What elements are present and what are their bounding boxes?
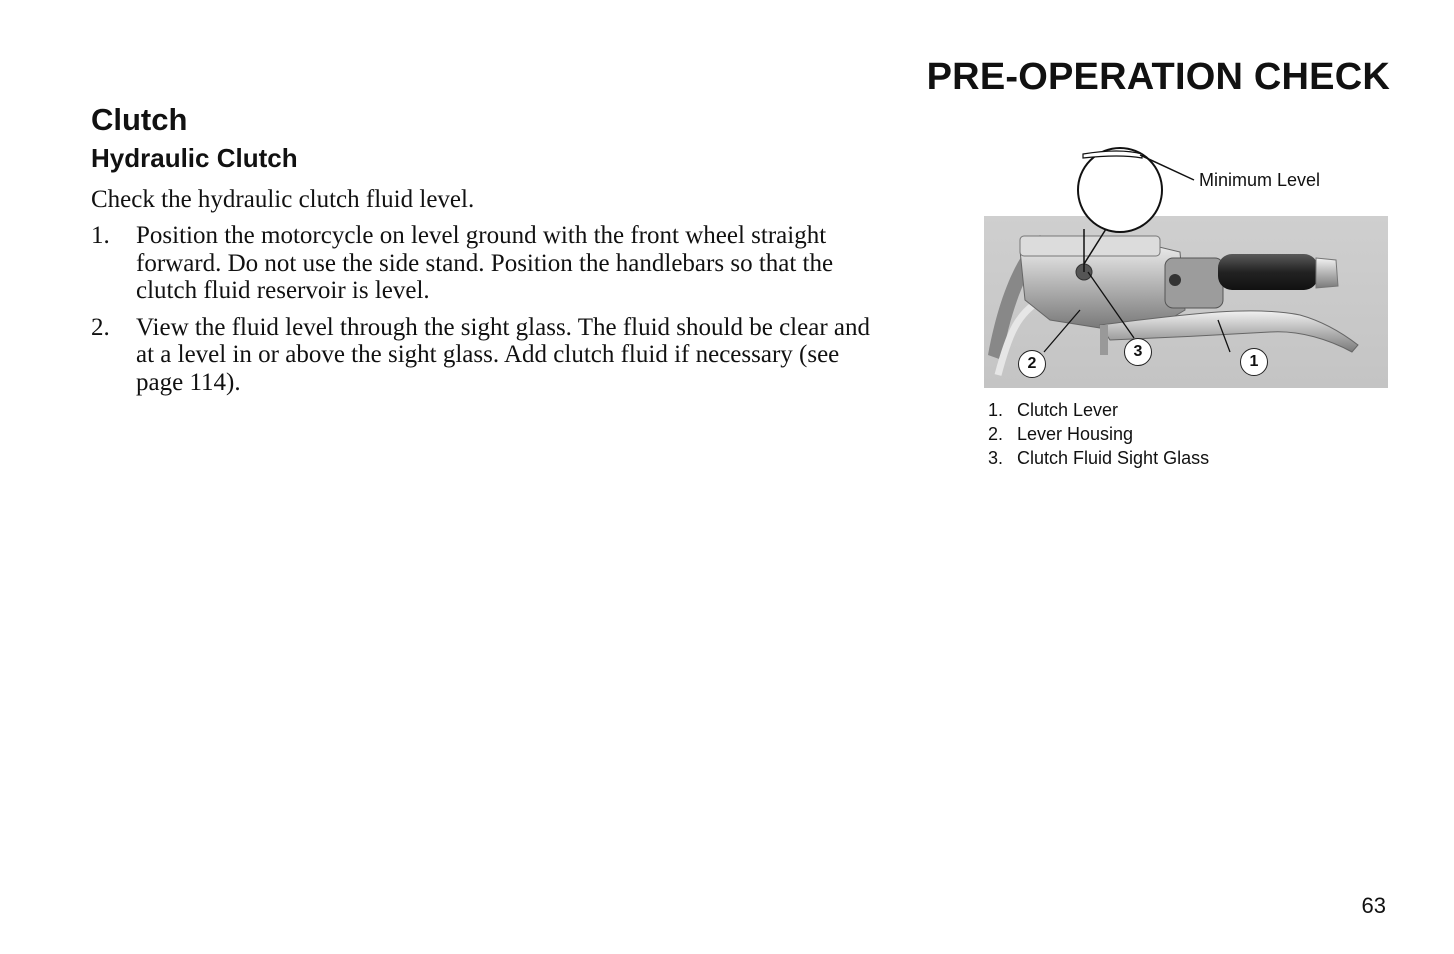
legend-item — [988, 446, 1209, 470]
legend-number: 1. — [988, 400, 1004, 420]
step-text: Position the motorcycle on level ground with the front wheel straight forward. Do not use the side stand. Position the handlebars so that the clutch fluid reservoir is level. — [136, 222, 834, 304]
callout-1: 1 — [1240, 348, 1268, 376]
minimum-level-label: Minimum Level — [1199, 170, 1321, 190]
legend-label: Clutch Lever — [1017, 400, 1119, 420]
clutch-figure — [980, 140, 1392, 390]
subsection-title: Hydraulic Clutch — [91, 143, 298, 173]
section-title: Clutch — [91, 102, 188, 137]
legend-number: 2. — [988, 424, 1004, 444]
legend-item — [988, 422, 1209, 446]
intro-paragraph: Check the hydraulic clutch fluid level. — [91, 186, 475, 213]
steps-list — [91, 222, 891, 396]
magnifier-circle — [1078, 148, 1162, 232]
clutch-photo — [980, 140, 1392, 390]
switch-button — [1169, 274, 1181, 286]
step-text: View the fluid level through the sight glass. The fluid should be clear and at a level in or above the sight glass. Add clutch fluid if necessary (see page 114). — [136, 313, 870, 396]
legend-item — [988, 398, 1209, 422]
step-number: 1. — [91, 222, 110, 249]
legend-number: 3. — [988, 448, 1004, 468]
figure-legend — [988, 398, 1209, 470]
legend-label: Clutch Fluid Sight Glass — [1017, 448, 1210, 468]
reservoir-cap — [1020, 236, 1160, 256]
bar-end — [1316, 258, 1338, 288]
legend-label: Lever Housing — [1017, 424, 1134, 444]
hand-grip — [1218, 254, 1318, 290]
step-item — [91, 222, 891, 305]
mount-post — [1100, 325, 1108, 355]
left-column — [91, 100, 891, 405]
step-number: 2. — [91, 313, 110, 341]
callout-3: 3 — [1124, 338, 1152, 366]
running-header: PRE-OPERATION CHECK — [926, 56, 1390, 98]
callout-2: 2 — [1018, 350, 1046, 378]
step-item — [91, 314, 891, 397]
page-number: 63 — [1361, 893, 1386, 918]
